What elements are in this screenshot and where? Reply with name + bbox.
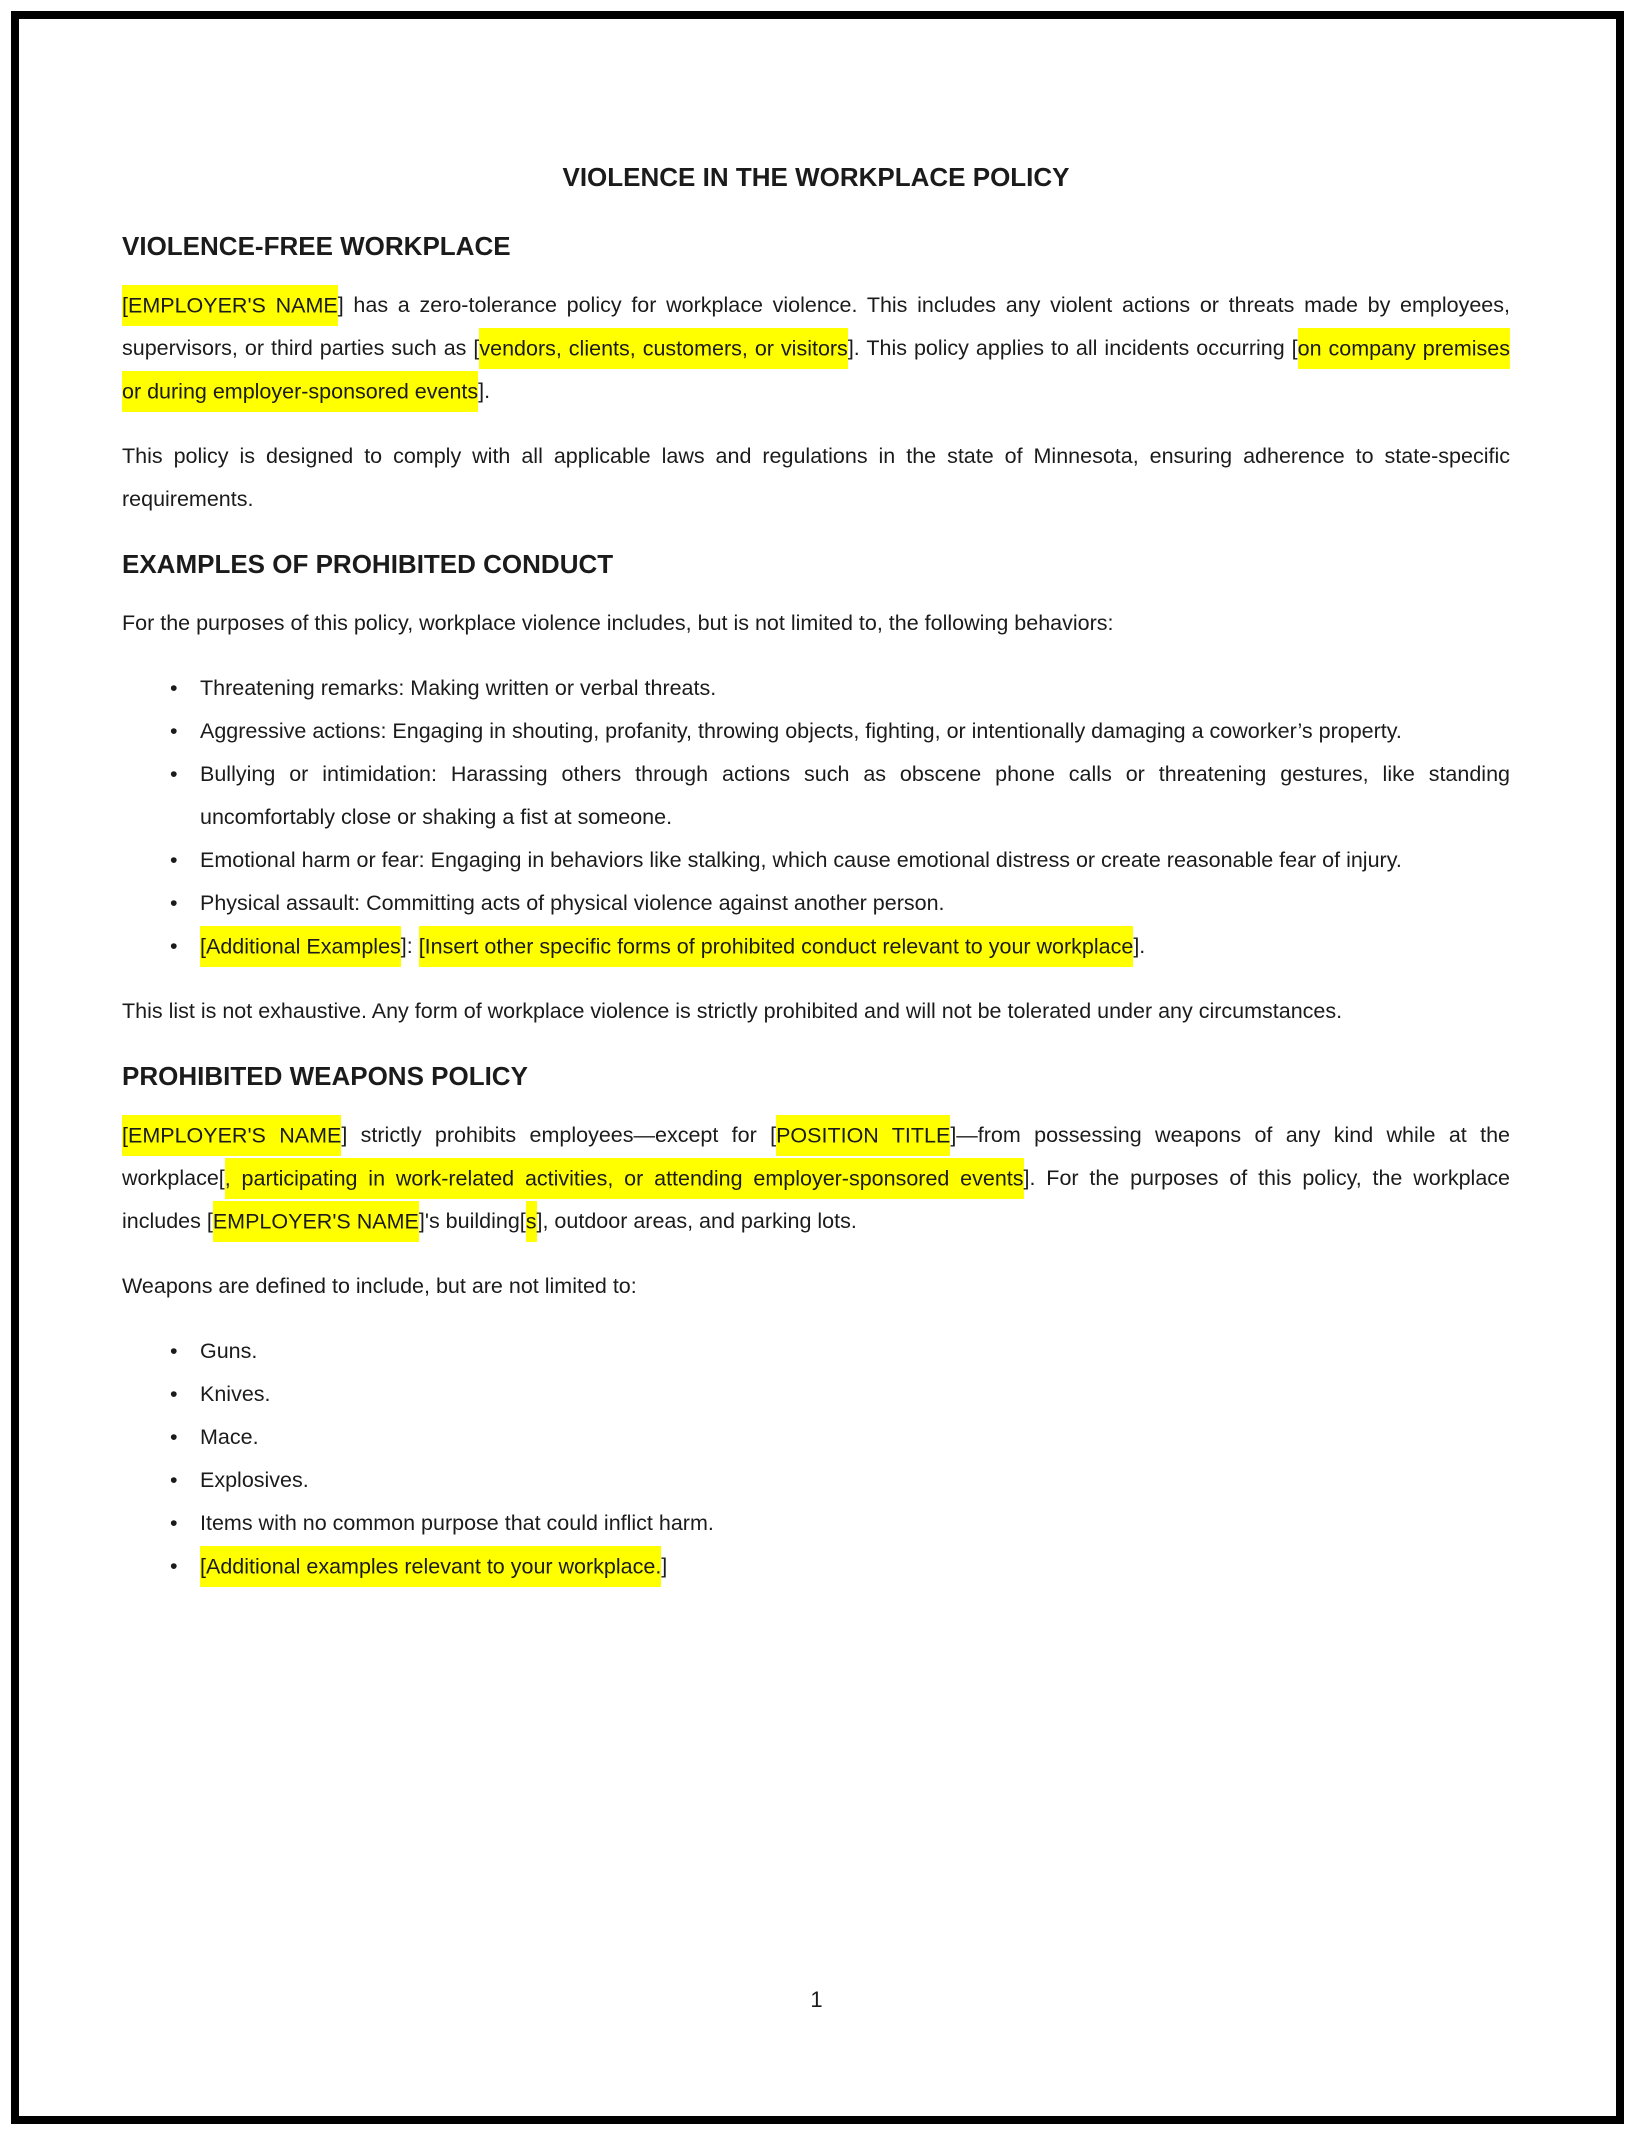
list-item bbox=[122, 1373, 1510, 1416]
text-run: Guns. bbox=[200, 1339, 258, 1363]
text-run: Threatening remarks: Making written or verbal threats. bbox=[200, 676, 717, 700]
list-item-text bbox=[200, 710, 1510, 753]
text-run: ]. bbox=[478, 379, 491, 403]
text-run: Emotional harm or fear: Engaging in behaviors like stalking, which cause emotional distress or create reasonable fear of injury. bbox=[200, 848, 1402, 872]
text-run: Bullying or intimidation: Harassing others through actions such as obscene phone calls or threatening gestures, like standing uncomfortably close or shaking a fist at someone. bbox=[200, 762, 1510, 829]
text-run: ] has a zero-tolerance policy for workplace violence. This includes any violent actions or threats made by employees, supervisors, or third parties such as [ bbox=[122, 293, 1510, 360]
bullet-icon: • bbox=[170, 1339, 178, 1363]
list-item-text bbox=[200, 1502, 1510, 1545]
highlighted-placeholder: POSITION TITLE bbox=[776, 1115, 950, 1156]
highlighted-placeholder: [EMPLOYER'S NAME bbox=[122, 285, 338, 326]
text-run: ]. bbox=[1133, 934, 1146, 958]
list-item-text bbox=[200, 839, 1510, 882]
text-run: ]—from possessing weapons of any kind while at the workplace[ bbox=[122, 1123, 1510, 1190]
list-item-text bbox=[200, 753, 1510, 839]
page-number: 1 bbox=[810, 1987, 823, 2012]
list-item-text bbox=[200, 667, 1510, 710]
highlighted-placeholder: vendors, clients, customers, or visitors bbox=[479, 328, 847, 369]
list-item bbox=[122, 753, 1510, 839]
bullet-icon: • bbox=[170, 934, 178, 958]
list-item-text bbox=[200, 925, 1510, 968]
text-run: ]. For the purposes of this policy, the workplace includes [ bbox=[122, 1166, 1510, 1233]
text-run: For the purposes of this policy, workplace violence includes, but is not limited to, the following behaviors: bbox=[122, 611, 1114, 635]
text-run: Knives. bbox=[200, 1382, 271, 1406]
text-run: ], outdoor areas, and parking lots. bbox=[536, 1209, 857, 1233]
bullet-icon: • bbox=[170, 719, 178, 743]
bullet-icon: • bbox=[170, 1425, 178, 1449]
bullet-icon: • bbox=[170, 1468, 178, 1492]
list-item bbox=[122, 710, 1510, 753]
list-item bbox=[122, 882, 1510, 925]
highlighted-placeholder: [EMPLOYER'S NAME bbox=[122, 1115, 341, 1156]
list-item bbox=[122, 925, 1510, 968]
bullet-icon: • bbox=[170, 891, 178, 915]
bullet-icon: • bbox=[170, 1382, 178, 1406]
text-run: ]'s building[ bbox=[418, 1209, 526, 1233]
highlighted-placeholder: [Additional examples relevant to your workplace. bbox=[200, 1546, 661, 1587]
text-run: Weapons are defined to include, but are not limited to: bbox=[122, 1274, 637, 1298]
document-content bbox=[122, 0, 1510, 1610]
highlighted-placeholder: [Additional Examples bbox=[200, 926, 401, 967]
text-run: Aggressive actions: Engaging in shouting, profanity, throwing objects, fighting, or intentionally damaging a coworker’s property. bbox=[200, 719, 1402, 743]
bullet-icon: • bbox=[170, 848, 178, 872]
list-item bbox=[122, 667, 1510, 710]
bullet-list bbox=[122, 1330, 1510, 1588]
highlighted-placeholder: , participating in work-related activities, or attending employer-sponsored events bbox=[225, 1158, 1024, 1199]
list-item bbox=[122, 1416, 1510, 1459]
paragraph bbox=[122, 435, 1510, 521]
text-run: Physical assault: Committing acts of physical violence against another person. bbox=[200, 891, 945, 915]
paragraph bbox=[122, 1265, 1510, 1308]
bullet-icon: • bbox=[170, 1511, 178, 1535]
list-item-text bbox=[200, 1545, 1510, 1588]
text-run: Explosives. bbox=[200, 1468, 309, 1492]
section-heading: EXAMPLES OF PROHIBITED CONDUCT bbox=[122, 549, 614, 579]
list-item bbox=[122, 1459, 1510, 1502]
text-run: ]: bbox=[400, 934, 419, 958]
highlighted-placeholder: EMPLOYER'S NAME bbox=[213, 1201, 419, 1242]
list-item bbox=[122, 1330, 1510, 1373]
paragraph bbox=[122, 990, 1510, 1033]
text-run: ]. This policy applies to all incidents occurring [ bbox=[847, 336, 1298, 360]
list-item-text bbox=[200, 1330, 1510, 1373]
list-item-text bbox=[200, 882, 1510, 925]
text-run: ] strictly prohibits employees—except for [ bbox=[341, 1123, 777, 1147]
text-run: This policy is designed to comply with all applicable laws and regulations in the state of Minnesota, ensuring adherence to state-specific requirements. bbox=[122, 444, 1510, 511]
document-title: VIOLENCE IN THE WORKPLACE POLICY bbox=[562, 162, 1070, 192]
list-item-text bbox=[200, 1459, 1510, 1502]
section-heading: PROHIBITED WEAPONS POLICY bbox=[122, 1061, 528, 1091]
bullet-list bbox=[122, 667, 1510, 968]
paragraph bbox=[122, 284, 1510, 413]
list-item-text bbox=[200, 1416, 1510, 1459]
bullet-icon: • bbox=[170, 676, 178, 700]
list-item-text bbox=[200, 1373, 1510, 1416]
text-run: ] bbox=[661, 1554, 668, 1578]
highlighted-placeholder: [Insert other specific forms of prohibited conduct relevant to your workplace bbox=[419, 926, 1134, 967]
section-heading: VIOLENCE-FREE WORKPLACE bbox=[122, 231, 511, 261]
paragraph bbox=[122, 602, 1510, 645]
highlighted-placeholder: s bbox=[526, 1201, 537, 1242]
text-run: This list is not exhaustive. Any form of workplace violence is strictly prohibited and will not be tolerated under any circumstances. bbox=[122, 999, 1343, 1023]
paragraph bbox=[122, 1114, 1510, 1243]
highlighted-placeholder: on company premises or during employer-sponsored events bbox=[122, 328, 1510, 412]
list-item bbox=[122, 1545, 1510, 1588]
bullet-icon: • bbox=[170, 1554, 178, 1578]
text-run: Items with no common purpose that could inflict harm. bbox=[200, 1511, 714, 1535]
bullet-icon: • bbox=[170, 762, 178, 786]
list-item bbox=[122, 1502, 1510, 1545]
text-run: Mace. bbox=[200, 1425, 259, 1449]
list-item bbox=[122, 839, 1510, 882]
